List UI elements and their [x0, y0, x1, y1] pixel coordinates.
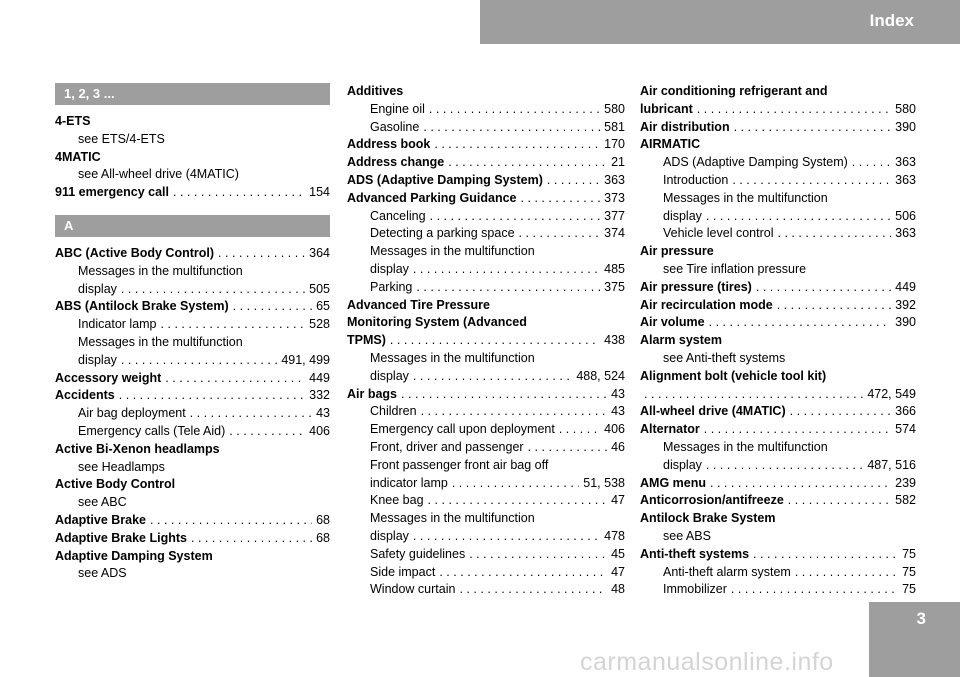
index-entry	[55, 149, 330, 167]
dot-leader	[795, 564, 898, 582]
index-entry	[347, 190, 625, 208]
page-reference[interactable]: 363	[895, 172, 916, 187]
entry-term: indicator lamp	[370, 475, 448, 490]
entry-term: display	[663, 208, 702, 223]
index-entry	[55, 184, 330, 202]
page-reference[interactable]: 75	[902, 546, 916, 561]
entry-term: Address book	[347, 137, 431, 152]
index-column-2	[347, 83, 625, 599]
entry-term: see ETS/4-ETS	[78, 131, 165, 146]
dot-leader	[559, 421, 600, 439]
entry-term: Safety guidelines	[370, 546, 466, 561]
page-reference[interactable]: 574	[895, 422, 916, 437]
dot-leader	[706, 457, 863, 475]
entry-term: display	[663, 457, 702, 472]
index-entry	[55, 476, 330, 494]
index-entry	[55, 530, 330, 548]
index-entry	[55, 512, 330, 530]
index-entry	[55, 245, 330, 263]
page-reference[interactable]: 363	[895, 226, 916, 241]
dot-leader	[430, 208, 601, 226]
entry-term: Adaptive Damping System	[55, 548, 213, 563]
index-subentry	[55, 316, 330, 334]
index-subentry	[640, 154, 916, 172]
index-entry	[640, 136, 916, 154]
index-entry	[347, 314, 625, 332]
page-reference[interactable]: 21	[611, 155, 625, 170]
page-reference[interactable]: 449	[895, 279, 916, 294]
watermark: carmanualsonline.info	[580, 648, 834, 676]
index-entry	[640, 243, 916, 261]
dot-leader	[790, 403, 892, 421]
entry-term: Canceling	[370, 208, 426, 223]
index-subentry	[55, 423, 330, 441]
dot-leader	[731, 581, 898, 599]
page-reference[interactable]: 47	[611, 493, 625, 508]
dot-leader	[416, 279, 600, 297]
entry-term: Side impact	[370, 564, 436, 579]
index-entry	[347, 136, 625, 154]
index-subentry	[347, 101, 625, 119]
entry-term: Emergency calls (Tele Aid)	[78, 423, 226, 438]
entry-term: lubricant	[640, 101, 693, 116]
entry-term: ABC (Active Body Control)	[55, 245, 215, 260]
index-entry	[640, 101, 916, 119]
index-entry	[640, 368, 916, 386]
dot-leader	[428, 492, 608, 510]
index-entry	[640, 314, 916, 332]
entry-term: AMG menu	[640, 475, 706, 490]
index-subentry	[347, 208, 625, 226]
index-subentry	[640, 261, 916, 279]
entry-term: Front, driver and passenger	[370, 439, 524, 454]
entry-term: Parking	[370, 279, 413, 294]
dot-leader	[413, 528, 600, 546]
index-column-3	[640, 83, 916, 599]
page-reference[interactable]: 390	[895, 119, 916, 134]
index-subentry	[640, 208, 916, 226]
page-reference[interactable]: 488, 524	[576, 368, 625, 383]
index-entry	[55, 370, 330, 388]
page-title: Index	[869, 11, 914, 30]
index-entry	[347, 297, 625, 315]
entry-term: see Anti-theft systems	[663, 350, 786, 365]
page-reference[interactable]: 373	[604, 190, 625, 205]
entry-term: ADS (Adaptive Damping System)	[347, 172, 543, 187]
page-reference[interactable]: 363	[895, 155, 916, 170]
page-reference[interactable]: 377	[604, 208, 625, 223]
index-subentry	[55, 281, 330, 299]
dot-leader	[439, 564, 607, 582]
index-subentry	[347, 510, 625, 528]
dot-leader	[777, 297, 891, 315]
dot-leader	[469, 546, 607, 564]
dot-leader	[121, 352, 277, 370]
entry-term: Additives	[347, 84, 404, 98]
page-reference[interactable]: 75	[902, 582, 916, 597]
index-column-1	[55, 83, 330, 583]
entry-term: Engine oil	[370, 101, 425, 116]
entry-term: see All-wheel drive (4MATIC)	[78, 167, 239, 182]
index-entry	[55, 113, 330, 131]
dot-leader	[191, 530, 312, 548]
entry-term: ADS (Adaptive Damping System)	[663, 155, 848, 170]
page-reference[interactable]: 239	[895, 475, 916, 490]
page-reference[interactable]: 170	[604, 137, 625, 152]
page-reference[interactable]: 43	[316, 406, 330, 421]
index-entry	[55, 548, 330, 566]
entry-term: Messages in the multifunction	[78, 263, 243, 278]
page-reference[interactable]: 48	[611, 582, 625, 597]
page-reference[interactable]: 43	[611, 386, 625, 401]
index-entry	[640, 510, 916, 528]
entry-term: Vehicle level control	[663, 226, 774, 241]
page-reference[interactable]: 374	[604, 226, 625, 241]
page-reference[interactable]: 406	[604, 422, 625, 437]
dot-leader	[448, 154, 607, 172]
dot-leader	[190, 405, 312, 423]
index-subentry	[640, 564, 916, 582]
dot-leader	[423, 119, 600, 137]
page-reference[interactable]: 68	[316, 530, 330, 545]
index-subentry	[55, 494, 330, 512]
page-reference[interactable]: 505	[309, 281, 330, 296]
index-subentry	[55, 459, 330, 477]
dot-leader	[413, 368, 572, 386]
dot-leader	[753, 546, 898, 564]
page-reference[interactable]: 406	[309, 423, 330, 438]
index-subentry	[347, 243, 625, 261]
entry-term: Air bag deployment	[78, 406, 186, 421]
entry-term: Children	[370, 404, 417, 419]
dot-leader	[459, 581, 607, 599]
entry-term: AIRMATIC	[640, 137, 701, 152]
entry-term: 911 emergency call	[55, 185, 169, 200]
entry-term: see Tire inflation pressure	[663, 261, 807, 276]
page-reference[interactable]: 581	[604, 119, 625, 134]
index-subentry	[347, 119, 625, 137]
entry-term: Air conditioning refrigerant and	[640, 84, 828, 98]
entry-term: Alignment bolt (vehicle tool kit)	[640, 368, 827, 383]
index-entry	[347, 386, 625, 404]
page-reference[interactable]: 65	[316, 299, 330, 314]
page-reference[interactable]: 449	[309, 370, 330, 385]
entry-term: Anti-theft systems	[640, 546, 750, 561]
index-subentry	[347, 225, 625, 243]
entry-term: Accessory weight	[55, 370, 162, 385]
index-subentry	[347, 421, 625, 439]
entry-term: Accidents	[55, 388, 115, 403]
entry-term: Alarm system	[640, 333, 722, 348]
index-subentry	[640, 457, 916, 475]
dot-leader	[173, 184, 305, 202]
entry-term: All-wheel drive (4MATIC)	[640, 404, 786, 419]
entry-term: see ADS	[78, 566, 127, 581]
dot-leader	[732, 172, 891, 190]
page-reference[interactable]: 363	[604, 172, 625, 187]
page-number-box	[869, 602, 960, 677]
entry-term: Monitoring System (Advanced	[347, 315, 527, 330]
index-subentry	[55, 405, 330, 423]
index-subentry	[347, 350, 625, 368]
index-entry	[347, 332, 625, 350]
index-entry	[640, 386, 916, 404]
index-subentry	[347, 475, 625, 493]
dot-leader	[429, 101, 600, 119]
index-subentry	[347, 581, 625, 599]
dot-leader	[709, 314, 892, 332]
dot-leader	[521, 190, 601, 208]
page-reference[interactable]: 43	[611, 404, 625, 419]
index-subentry	[347, 279, 625, 297]
entry-term: Anti-theft alarm system	[663, 564, 791, 579]
index-subentry	[55, 352, 330, 370]
entry-term: Air bags	[347, 386, 398, 401]
entry-term: Window curtain	[370, 582, 456, 597]
index-subentry	[640, 350, 916, 368]
index-entry	[640, 403, 916, 421]
dot-leader	[704, 421, 891, 439]
page-number: 3	[916, 609, 926, 628]
index-subentry	[640, 439, 916, 457]
entry-term: Emergency call upon deployment	[370, 422, 555, 437]
index-entry	[640, 475, 916, 493]
index-entry	[640, 119, 916, 137]
page-reference[interactable]: 487, 516	[867, 457, 916, 472]
entry-term: Messages in the multifunction	[370, 350, 535, 365]
index-subentry	[347, 368, 625, 386]
dot-leader	[218, 245, 305, 263]
dot-leader	[233, 298, 312, 316]
entry-term: Air distribution	[640, 119, 730, 134]
entry-term: Gasoline	[370, 119, 420, 134]
index-subentry	[347, 457, 625, 475]
index-entry	[640, 297, 916, 315]
dot-leader	[121, 281, 305, 299]
entry-term: TPMS)	[347, 333, 386, 348]
section-header: A	[55, 215, 330, 237]
index-subentry	[347, 261, 625, 279]
dot-leader	[777, 225, 891, 243]
page-reference[interactable]: 47	[611, 564, 625, 579]
index-entry	[640, 83, 916, 101]
dot-leader	[852, 154, 891, 172]
entry-term: Indicator lamp	[78, 317, 157, 332]
entry-term: Alternator	[640, 422, 700, 437]
entry-term: Knee bag	[370, 493, 424, 508]
entry-term: display	[78, 352, 117, 367]
entry-term: Anticorrosion/antifreeze	[640, 493, 784, 508]
index-entry	[55, 298, 330, 316]
index-subentry	[640, 528, 916, 546]
entry-term: Adaptive Brake	[55, 512, 147, 527]
page-reference[interactable]: 390	[895, 315, 916, 330]
page-reference[interactable]: 45	[611, 546, 625, 561]
entry-term: Advanced Parking Guidance	[347, 190, 517, 205]
dot-leader	[788, 492, 891, 510]
index-entry	[640, 546, 916, 564]
dot-leader	[165, 370, 305, 388]
entry-term: Messages in the multifunction	[370, 244, 535, 259]
dot-leader	[413, 261, 600, 279]
entry-term: Messages in the multifunction	[663, 190, 828, 205]
entry-term: Antilock Brake System	[640, 511, 776, 526]
entry-term: Introduction	[663, 172, 729, 187]
index-subentry	[55, 263, 330, 281]
entry-term: Messages in the multifunction	[78, 334, 243, 349]
dot-leader	[710, 475, 891, 493]
entry-term: display	[370, 368, 409, 383]
index-subentry	[347, 403, 625, 421]
entry-term: Adaptive Brake Lights	[55, 530, 187, 545]
dot-leader	[519, 225, 601, 243]
dot-leader	[644, 386, 863, 404]
entry-term: display	[370, 528, 409, 543]
entry-term: Front passenger front air bag off	[370, 457, 549, 472]
page-reference[interactable]: 438	[604, 333, 625, 348]
page-reference[interactable]: 528	[309, 317, 330, 332]
index-entry	[640, 492, 916, 510]
index-subentry	[640, 225, 916, 243]
entry-term: Active Body Control	[55, 477, 176, 492]
dot-leader	[401, 386, 607, 404]
page-reference[interactable]: 75	[902, 564, 916, 579]
dot-leader	[161, 316, 306, 334]
index-subentry	[347, 439, 625, 457]
entry-term: display	[370, 261, 409, 276]
dot-leader	[150, 512, 312, 530]
entry-term: Immobilizer	[663, 582, 727, 597]
entry-term: Active Bi-Xenon headlamps	[55, 441, 220, 456]
dot-leader	[706, 208, 891, 226]
section-gap	[55, 202, 330, 215]
entry-term: 4-ETS	[55, 114, 91, 128]
page-reference[interactable]: 332	[309, 388, 330, 403]
index-entry	[640, 421, 916, 439]
dot-leader	[421, 403, 608, 421]
dot-leader	[434, 136, 600, 154]
entry-term: Air pressure	[640, 244, 714, 259]
page-reference[interactable]: 392	[895, 297, 916, 312]
dot-leader	[528, 439, 608, 457]
index-subentry	[640, 190, 916, 208]
index-entry	[640, 279, 916, 297]
dot-leader	[734, 119, 892, 137]
index-entry	[347, 172, 625, 190]
entry-term: 4MATIC	[55, 149, 101, 164]
entry-term: ABS (Antilock Brake System)	[55, 299, 229, 314]
page-reference[interactable]: 46	[611, 439, 625, 454]
dot-leader	[547, 172, 600, 190]
index-subentry	[347, 492, 625, 510]
entry-term: Messages in the multifunction	[370, 511, 535, 526]
entry-term: Detecting a parking space	[370, 226, 515, 241]
index-subentry	[347, 528, 625, 546]
index-entry	[347, 154, 625, 172]
entry-term: Air pressure (tires)	[640, 279, 752, 294]
page-reference[interactable]: 506	[895, 208, 916, 223]
header-bar	[480, 0, 960, 44]
page-reference[interactable]: 478	[604, 528, 625, 543]
page-reference[interactable]: 472, 549	[867, 386, 916, 401]
entry-term: Messages in the multifunction	[663, 439, 828, 454]
entry-term: see ABC	[78, 495, 127, 510]
dot-leader	[119, 387, 305, 405]
dot-leader	[756, 279, 891, 297]
index-entry	[347, 83, 625, 101]
page-reference[interactable]: 154	[309, 185, 330, 200]
entry-term: Air volume	[640, 315, 705, 330]
dot-leader	[390, 332, 600, 350]
index-subentry	[55, 565, 330, 583]
index-entry	[55, 441, 330, 459]
page-reference[interactable]: 375	[604, 279, 625, 294]
entry-term: Address change	[347, 155, 445, 170]
index-entry	[640, 332, 916, 350]
entry-term: see ABS	[663, 528, 711, 543]
index-subentry	[347, 546, 625, 564]
index-subentry	[55, 334, 330, 352]
dot-leader	[229, 423, 305, 441]
index-subentry	[55, 166, 330, 184]
page-reference[interactable]: 491, 499	[281, 352, 330, 367]
page-reference[interactable]: 580	[895, 101, 916, 116]
index-subentry	[640, 581, 916, 599]
dot-leader	[452, 475, 579, 493]
page-reference[interactable]: 485	[604, 261, 625, 276]
page-reference[interactable]: 366	[895, 404, 916, 419]
entry-term: Advanced Tire Pressure	[347, 297, 490, 312]
section-header: 1, 2, 3 ...	[55, 83, 330, 105]
index-subentry	[347, 564, 625, 582]
index-entry	[55, 387, 330, 405]
index-subentry	[55, 131, 330, 149]
page-reference[interactable]: 580	[604, 101, 625, 116]
dot-leader	[697, 101, 891, 119]
index-subentry	[640, 172, 916, 190]
entry-term: display	[78, 281, 117, 296]
page-reference[interactable]: 68	[316, 512, 330, 527]
page-reference[interactable]: 51, 538	[583, 475, 625, 490]
entry-term: see Headlamps	[78, 459, 165, 474]
entry-term: Air recirculation mode	[640, 297, 773, 312]
page-reference[interactable]: 582	[895, 493, 916, 508]
page-reference[interactable]: 364	[309, 245, 330, 260]
